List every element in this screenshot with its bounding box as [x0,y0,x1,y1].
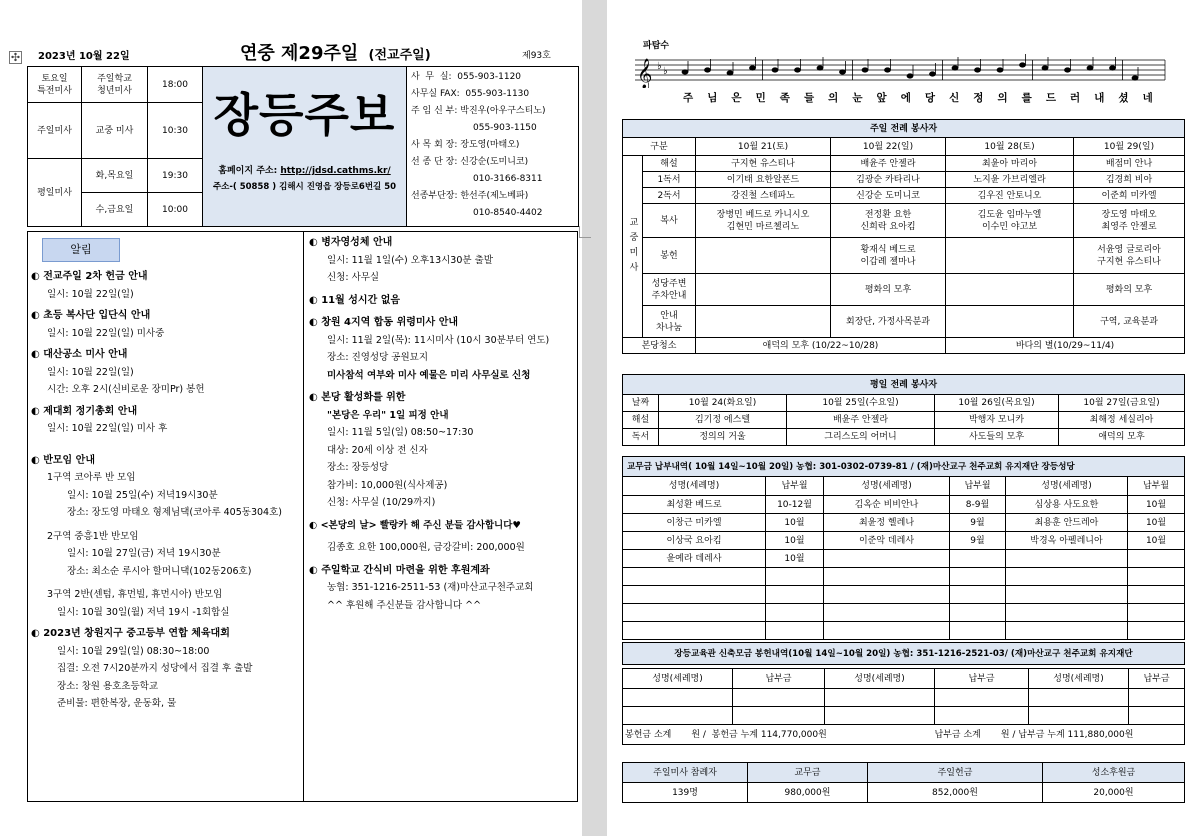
music-note [930,72,936,76]
server: 배윤주 안젤라 [787,412,935,429]
col-header: 성소후원금 [1043,763,1185,783]
col-header: 10월 29(일) [1074,138,1185,156]
col-header: 주일미사 참례자 [623,763,748,783]
logo: 장등주보 [213,88,396,142]
week1-time: 19:30 [148,159,203,193]
role: 해설 [623,412,659,429]
col-header: 성명(세례명) [623,669,733,689]
lyric-syllable: 의 [997,92,1008,104]
music-note [885,68,891,72]
page-title [240,39,431,65]
col-header: 납부월 [950,477,1006,496]
music-note [1132,76,1138,80]
kyomu-cell: 10월 [1128,532,1185,550]
kyomu-cell [1128,586,1185,604]
col-header: 성명(세례명) [1006,477,1128,496]
kyomu-cell [766,604,824,622]
notice-heading: ◐ 병자영성체 안내 [309,237,393,248]
lyric-syllable: 주 [683,92,694,104]
server [696,274,831,306]
server: 김경희 비아 [1074,172,1185,188]
contact-priest: 주 임 신 부: 박진우(아우구스티노) [411,106,546,116]
kyomu-cell: 이준악 데레사 [824,532,950,550]
kyomu-cell: 최성환 베드로 [623,496,766,514]
lyric-syllable: 를 [1021,92,1032,104]
notice-line: ^^ 후원해 주신분들 감사합니다 ^^ [327,599,482,611]
group-line: 장소: 최소순 루시아 할머니댁(102동206호) [67,565,252,577]
music-note [1020,63,1026,67]
kyomu-cell [766,586,824,604]
building-subtotal-left: 봉헌금 소계 원 / 봉헌금 누계 114,770,000원 [623,725,935,745]
kyomu-cell [623,568,766,586]
server [946,238,1074,274]
kyomu-cell: 10월 [1128,496,1185,514]
lyric-syllable: 족 [779,92,790,104]
group-line: 일시: 10월 27일(금) 저녁 19시30분 [67,548,221,559]
notice-line: 신청: 사무실 (10/29까지) [327,497,436,508]
lyric-syllable: 드 [1045,92,1056,104]
notice-heading: ◐ 초등 복사단 입단식 안내 [31,310,151,321]
col-header: 10월 27일(금요일) [1059,395,1185,412]
building-subtotal-right: 납부금 소계 원 / 납부금 누계 111,880,000원 [935,725,1185,745]
sat-mass-label: 토요일 특전미사 [28,67,82,103]
kyomu-cell [950,604,1006,622]
music-note [817,66,823,70]
notice-line: 신청: 사무실 [327,272,380,283]
server: 전정환 요한 신희락 요아킴 [831,204,946,238]
notice-line: 장소: 창원 용호초등학교 [57,680,159,692]
group-line: 장소: 장도영 마태오 형제님댁(코아루 405동304호) [67,507,282,518]
music-note [907,74,913,78]
kyomu-cell: 김옥순 비비안나 [824,496,950,514]
left-page [0,0,582,836]
kyomu-cell: 10-12월 [766,496,824,514]
server: 배윤주 안젤라 [831,156,946,172]
server: 강진철 스테파노 [696,188,831,204]
kyomu-cell [623,586,766,604]
notice-line: 대상: 20세 이상 전 신자 [327,444,428,456]
weekday-servers-table [622,374,1185,446]
kyomu-title: 교무금 납부내역( 10월 14일~10월 20일) 농협: 301-0302-0739-81 / (재)마산교구 천주교회 유지재단 장등성당 [623,457,1185,477]
server: 정의의 거울 [659,429,787,446]
group-name: 2구역 중흥1반 반모임 [47,530,139,542]
col-header: 납부금 [733,669,825,689]
notice-line: 일시: 11월 1일(수) 오후13시30분 출발 [327,254,493,266]
server: 신강순 도미니코 [831,188,946,204]
sat-mass-group: 주일학교 청년미사 [82,67,148,103]
notice-item [309,234,577,287]
total-kyomu: 980,000원 [748,783,868,803]
lyric-syllable: 앞 [876,92,887,104]
server [696,306,831,338]
kyomu-cell [824,622,950,640]
kyomu-cell [623,604,766,622]
music-note [772,68,778,72]
mass-schedule-table [27,66,579,227]
music-note [682,70,688,74]
notice-line: 일시: 10월 22일(일) [47,288,134,300]
server: 최윤아 마리아 [946,156,1074,172]
server: 노지윤 가브리엘라 [946,172,1074,188]
contact-leader: 선 종 단 장: 신강순(도미니코) [411,157,529,167]
lyric-syllable: 내 [1094,92,1105,104]
week2-time: 10:00 [148,193,203,227]
sat-mass-time: 18:00 [148,67,203,103]
notice-line: "본당은 우리" 1일 피정 안내 [327,409,449,421]
kyomu-cell: 이창근 미카엘 [623,514,766,532]
server: 평화의 모후 [831,274,946,306]
col-header: 성명(세례명) [824,477,950,496]
left-notices [31,268,301,713]
lyric-syllable: 셨 [1118,92,1129,104]
music-note [997,68,1003,72]
lyric-syllable: 신 [949,92,960,104]
server [696,238,831,274]
kyomu-cell [950,622,1006,640]
kyomu-cell [1006,550,1128,568]
kyomu-cell [1128,604,1185,622]
group-line: 일시: 10월 25일(수) 저녁19시30분 [67,489,218,501]
notice-item [31,403,301,438]
kyomu-cell [1006,568,1128,586]
server: 구역, 교육분과 [1074,306,1185,338]
kyomu-cell [824,550,950,568]
right-notices [309,234,577,614]
clean-week1: 애덕의 모후 (10/22~10/28) [696,338,946,354]
kyomu-cell [1128,550,1185,568]
col-header: 10월 22(일) [831,138,946,156]
server: 이기태 요한알폰드 [696,172,831,188]
contact-subleader: 선종부단장: 한선주(제노베파) [411,191,529,201]
server: 황재식 베드로 이갑례 젤마나 [831,238,946,274]
kyomu-cell [1006,622,1128,640]
clean-week2: 바다의 별(10/29~11/4) [946,338,1185,354]
server: 김도윤 임마누엘 이수민 야고보 [946,204,1074,238]
server: 이준희 미카엘 [1074,188,1185,204]
kyomu-cell [824,604,950,622]
kyomu-cell [950,586,1006,604]
group-line: 일시: 10월 30일(월) 저녁 19시 -1회합실 [57,606,230,618]
notice-heading: ◐ 11월 성시간 없음 [309,294,401,306]
notice-line: 시간: 오후 2시(신비로운 장미Pr) 봉헌 [47,384,205,395]
issue-number: 제93호 [522,51,551,61]
notice-item [31,307,301,342]
notice-heading: ◐ 본당 활성화를 위한 [309,392,406,403]
kyomu-cell: 10월 [766,550,824,568]
col-header: 성명(세례명) [1029,669,1129,689]
totals-table [622,762,1185,803]
homepage [205,165,404,177]
group-label [623,156,643,338]
music-note [952,66,958,70]
kyomu-cell [1128,622,1185,640]
kyomu-cell [1128,568,1185,586]
notice-line: 김종호 요한 100,000원, 금강갈비: 200,000원 [327,542,525,553]
group-label-text: 교중미사 [627,216,638,277]
contact-president: 사 목 회 장: 장도영(마태오) [411,140,520,150]
notice-line: 준비물: 편한복장, 운동화, 물 [57,698,177,709]
week2-days: 수,금요일 [82,193,148,227]
col-header: 성명(세례명) [825,669,935,689]
weekday-servers-title: 평일 전례 봉사자 [623,375,1185,395]
sunday-servers-table [622,119,1185,354]
notice-line: 일시: 10월 22일(일) 미사 후 [47,423,168,434]
contacts [407,67,579,227]
music-note [975,68,981,72]
contact-leader-phone: 010-3166-8311 [473,174,543,184]
lyrics [683,90,1153,105]
sports-notice [31,625,301,713]
role: 2독서 [643,188,696,204]
notices-divider [303,231,304,802]
role: 안내 차나눔 [643,306,696,338]
group-name: 1구역 코아루 반 모임 [47,472,136,483]
contact-office: 사 무 실: 055-903-1120 [411,72,522,82]
svg-text:♭: ♭ [657,61,662,72]
kyomu-cell: 최용훈 안드레아 [1006,514,1128,532]
notice-heading: ◐ <본당의 날> 빨랑카 해 주신 분들 감사합니다♥ [309,519,521,531]
server: 사도들의 모후 [935,429,1059,446]
kyomu-cell: 이상국 요아킴 [623,532,766,550]
lyric-syllable: 님 [707,92,718,104]
kyomu-cell: 9월 [950,532,1006,550]
kyomu-cell [623,622,766,640]
notice-heading: ◐ 전교주일 2차 헌금 안내 [31,271,148,282]
col-header: 날짜 [623,395,659,412]
bandmo-notice [31,452,301,622]
server: 장도영 마태오 최영주 안젤로 [1074,204,1185,238]
contact-fax: 사무실 FAX: 055-903-1130 [411,89,530,99]
notice-heading: ◐ 주일학교 간식비 마련을 위한 후원계좌 [309,564,490,576]
building-title: 장등교육관 신축모금 봉헌내역(10월 14일~10월 20일) 농협: 351-1216-2521-03/ (재)마산교구 천주교회 유지재단 [623,643,1185,665]
lyric-syllable: 들 [803,92,815,104]
music-staff [635,52,1175,88]
notice-item [309,562,577,615]
col-header: 10월 21(토) [696,138,831,156]
server: 김광순 카타리나 [831,172,946,188]
role: 독서 [623,429,659,446]
notice-line: 장소: 진영성당 공원묘지 [327,352,429,363]
notice-line: 농협: 351-1216-2511-53 (재)마산교구천주교회 [327,582,534,593]
server: 박행자 모니카 [935,412,1059,429]
notice-line: 일시: 11월 5일(일) 08:50~17:30 [327,427,474,438]
server: 장병민 베드로 카니시오 김현민 마르첼리노 [696,204,831,238]
date: 2023년 10월 22일 [38,51,130,62]
col-header: 납부월 [1128,477,1185,496]
role: 봉헌 [643,238,696,274]
music-note [705,68,711,72]
col-header: 10월 26일(목요일) [935,395,1059,412]
notice-line: 일시: 10월 22일(일) [47,366,134,378]
kyomu-cell [766,622,824,640]
homepage-link[interactable]: http://jdsd.cathms.kr/ [280,166,391,176]
corner-mark [579,226,591,238]
week-mass-label: 평일미사 [28,159,82,227]
lyric-syllable: 당 [924,92,936,104]
kyomu-cell: 최윤정 헬레나 [824,514,950,532]
kyomu-cell: 8-9월 [950,496,1006,514]
col-header: 성명(세례명) [623,477,766,496]
notice-heading: ◐ 반모임 안내 [31,454,95,466]
total-vocation: 20,000원 [1043,783,1185,803]
contact-priest-phone: 055-903-1150 [473,123,537,133]
kyomu-cell: 9월 [950,514,1006,532]
music-note [795,68,801,72]
role: 성당주변 주차안내 [643,274,696,306]
server: 구지현 유스티나 [696,156,831,172]
music-note [1087,66,1093,70]
total-offering: 852,000원 [868,783,1043,803]
lyric-syllable: 네 [1142,92,1153,104]
music-note [862,68,868,72]
kyomu-cell [1006,604,1128,622]
server [946,306,1074,338]
homepage-label: 홈페이지 주소: [218,166,278,176]
lyric-syllable: 에 [900,92,911,104]
col-header: 주일헌금 [868,763,1043,783]
notice-tag: 알림 [42,238,120,262]
lyric-syllable: 민 [755,92,766,104]
server: 서윤영 글로리아 구지현 유스티나 [1074,238,1185,274]
notice-line: 일시: 10월 29일(일) 08:30~18:00 [57,645,210,657]
notice-item [309,389,577,512]
contact-subleader-phone: 010-8540-4402 [473,208,543,218]
lyric-syllable: 정 [973,92,984,104]
notice-item [309,314,577,384]
col-header: 교무금 [748,763,868,783]
role: 1독서 [643,172,696,188]
server: 김우진 안토니오 [946,188,1074,204]
svg-text:♭: ♭ [663,66,668,77]
notice-line: 일시: 11월 2일(목): 11시미사 (10시 30분부터 연도) [327,334,550,346]
notice-line: 집결: 오전 7시20분까지 성당에서 집결 후 출발 [57,663,253,674]
kyomu-cell: 10월 [766,532,824,550]
kyomu-cell [950,550,1006,568]
notice-item [31,346,301,399]
server: 회장단, 가정사목분과 [831,306,946,338]
music-note [1065,68,1071,72]
address: 주소-( 50858 ) 김해시 진영읍 장등로6번길 50 [212,182,397,192]
server: 애덕의 모후 [1059,429,1185,446]
music-note [1042,66,1048,70]
sunday-servers-title: 주일 전례 봉사자 [623,120,1185,138]
col-header: 구분 [623,138,696,156]
server [946,274,1074,306]
server: 평화의 모후 [1074,274,1185,306]
lyric-syllable: 의 [828,92,839,104]
total-attendance: 139명 [623,783,748,803]
col-header: 10월 28(토) [946,138,1074,156]
music-note [1110,66,1116,70]
notice-heading: ◐ 창원 4지역 합동 위령미사 안내 [309,317,459,328]
kyomu-cell: 10월 [1128,514,1185,532]
notice-line: 장소: 장등성당 [327,462,389,473]
treble-clef-icon: 𝄞 [637,59,653,88]
server: 배점미 안나 [1074,156,1185,172]
kyomu-cell [824,586,950,604]
clean-label: 본당청소 [623,338,696,354]
move-handle-icon[interactable]: ✣ [10,51,21,64]
logo-box [203,67,407,227]
right-page [607,0,1200,836]
title: 연중 제29주일 [240,43,359,64]
music-note [750,66,756,70]
notice-item [309,517,577,557]
kyomu-cell [1006,586,1128,604]
kyomu-cell: 심상용 사도요한 [1006,496,1128,514]
sun-mass-time: 10:30 [148,103,203,159]
sun-mass-label: 주일미사 [28,103,82,159]
server: 김기정 에스텔 [659,412,787,429]
song-label: 파탐수 [643,41,670,51]
kyomu-cell: 박경옥 아펠레니아 [1006,532,1128,550]
notice-item [31,268,301,303]
col-header: 10월 25일(수요일) [787,395,935,412]
subtitle: (전교주일) [368,48,431,63]
lyric-syllable: 눈 [852,92,863,104]
notice-heading: ◐ 대산공소 미사 안내 [31,349,128,360]
music-note [727,71,733,75]
kyomu-cell [950,568,1006,586]
notice-line: 참가비: 10,000원(식사제공) [327,479,448,491]
music-note [840,70,846,74]
server: 최해정 세실리아 [1059,412,1185,429]
kyomu-table [622,456,1185,640]
server: 그리스도의 어머니 [787,429,935,446]
week1-days: 화,목요일 [82,159,148,193]
group-name: 3구역 2반(센텀, 휴먼빌, 휴먼시아) 반모임 [47,589,223,600]
notice-line: 일시: 10월 22일(일) 미사중 [47,327,165,339]
role: 복사 [643,204,696,238]
col-header: 납부금 [1129,669,1185,689]
notice-line: 미사참석 여부와 미사 예물은 미리 사무실로 신청 [327,369,531,381]
lyric-syllable: 은 [731,92,742,104]
notice-item [309,292,577,310]
notice-heading: ◐ 2023년 창원지구 중고등부 연합 체육대회 [31,628,230,639]
col-header: 납부금 [935,669,1029,689]
notice-heading: ◐ 제대회 정기총회 안내 [31,405,138,417]
col-header: 납부월 [766,477,824,496]
sun-mass-group: 교중 미사 [82,103,148,159]
kyomu-cell [824,568,950,586]
kyomu-cell: 10월 [766,514,824,532]
kyomu-cell: 윤예라 데레사 [623,550,766,568]
building-table [622,642,1185,745]
role: 해설 [643,156,696,172]
kyomu-cell [766,568,824,586]
col-header: 10월 24(화요일) [659,395,787,412]
lyric-syllable: 러 [1070,92,1081,104]
